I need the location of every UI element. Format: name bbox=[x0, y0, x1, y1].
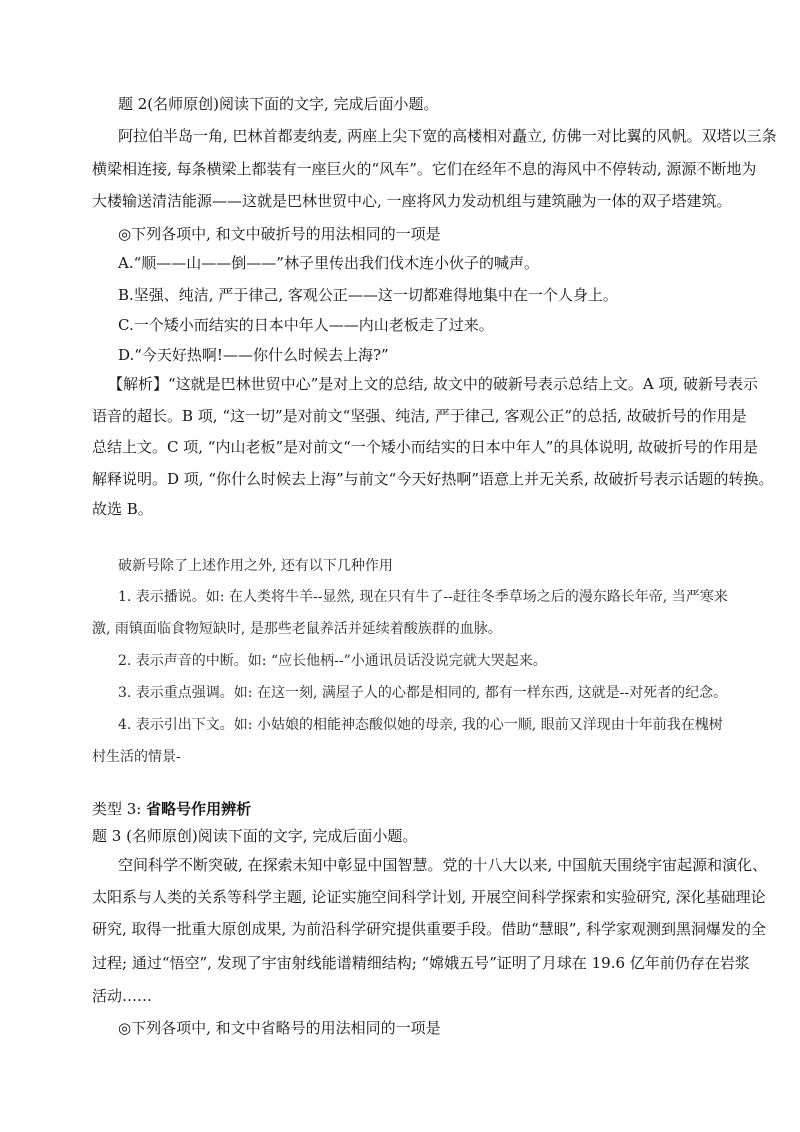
passage-line: 阿拉伯半岛一角, 巴林首都麦纳麦, 两座上尖下宽的高楼相对矗立, 仿佛一对比翼的风帆。双塔以三条 bbox=[118, 127, 777, 145]
question-title-2: 题 2(名师原创)阅读下面的文字, 完成后面小题。 bbox=[118, 95, 439, 113]
analysis-line: 解释说明。D 项, “你什么时候去上海”与前文“今天好热啊”语意上并无关系, 故破折号表示话题的转换。 bbox=[92, 470, 774, 488]
option-c: C.一个矮小而结实的日本中年人——内山老板走了过来。 bbox=[118, 316, 494, 334]
analysis-line: 【解析】“这就是巴林世贸中心”是对上文的总结, 故文中的破新号表示总结上文。A 项, 破新号表示 bbox=[108, 375, 759, 393]
type-label: 类型 3: bbox=[92, 800, 147, 818]
note-item: 1. 表示播说。如: 在人类将牛羊--显然, 现在只有牛了--赶往冬季草场之后的漫东路长年帝, 当严寒来 bbox=[118, 589, 728, 605]
type-title: 省略号作用辨析 bbox=[146, 800, 252, 818]
notes-intro: 破新号除了上述作用之外, 还有以下几种作用 bbox=[118, 558, 393, 574]
passage-line: 横梁相连接, 每条横梁上都装有一座巨火的“风车”。它们在经年不息的海风中不停转动, 源源不断地为 bbox=[92, 160, 757, 178]
note-item: 村生活的情景- bbox=[92, 749, 181, 765]
option-a: A.“顺——山——倒——”林子里传出我们伐木连小伙子的喊声。 bbox=[118, 254, 539, 272]
passage-line: 太阳系与人类的关系等科学主题, 论证实施空间科学计划, 开展空间科学探索和实验研究, 深化基础理论 bbox=[92, 888, 766, 906]
question-title-3: 题 3 (名师原创)阅读下面的文字, 完成后面小题。 bbox=[92, 827, 418, 845]
question-prompt: ◎下列各项中, 和文中破折号的用法相同的一项是 bbox=[118, 225, 441, 243]
passage-line: 过程; 通过“悟空”, 发现了宇宙射线能谱精细结构; “嫦娥五号”证明了月球在 19.6 亿年前仍存在岩浆 bbox=[92, 954, 750, 972]
passage-line: 空间科学不断突破, 在探索未知中彰显中国智慧。党的十八大以来, 中国航天围绕宇宙起源和演化、 bbox=[118, 856, 768, 874]
type-heading bbox=[92, 799, 251, 819]
note-item: 2. 表示声音的中断。如: “应长他柄--”小通讯员话没说完就大哭起来。 bbox=[118, 653, 547, 669]
passage-line: 研究, 取得一批重大原创成果, 为前沿科学研究提供重要手段。借助“慧眼”, 科学家观测到黑洞爆发的全 bbox=[92, 920, 766, 938]
analysis-line: 故选 B。 bbox=[92, 500, 153, 518]
option-d: D.“今天好热啊!——你什么时候去上海?” bbox=[118, 346, 389, 364]
analysis-line: 总结上文。C 项, “内山老板”是对前文“一个矮小而结实的日本中年人”的具体说明, 故破折号的作用是 bbox=[92, 438, 758, 456]
question-prompt: ◎下列各项中, 和文中省略号的用法相同的一项是 bbox=[118, 1019, 441, 1037]
note-item: 4. 表示引出下文。如: 小姑娘的相能神态酸似她的母亲, 我的心一顺, 眼前又洋现由十年前我在槐树 bbox=[118, 717, 723, 733]
passage-line: 大楼输送清洁能源——这就是巴林世贸中心, 一座将风力发动机组与建筑融为一体的双子塔建筑。 bbox=[92, 192, 732, 210]
note-item: 激, 雨镇面临食物短缺时, 是那些老鼠养活并延续着酸族群的血脉。 bbox=[92, 621, 502, 637]
note-item: 3. 表示重点强调。如: 在这一刻, 满屋子人的心都是相同的, 都有一样东西, 这就是--对死者的纪念。 bbox=[118, 685, 728, 701]
analysis-line: 语音的超长。B 项, “这一切”是对前文“坚强、纯洁, 严于律己, 客观公正”的总括, 故破折号的作用是 bbox=[92, 407, 747, 425]
option-b: B.坚强、纯洁, 严于律己, 客观公正——这一切都难得地集中在一个人身上。 bbox=[118, 286, 618, 304]
passage-line: 活动…… bbox=[92, 987, 153, 1005]
